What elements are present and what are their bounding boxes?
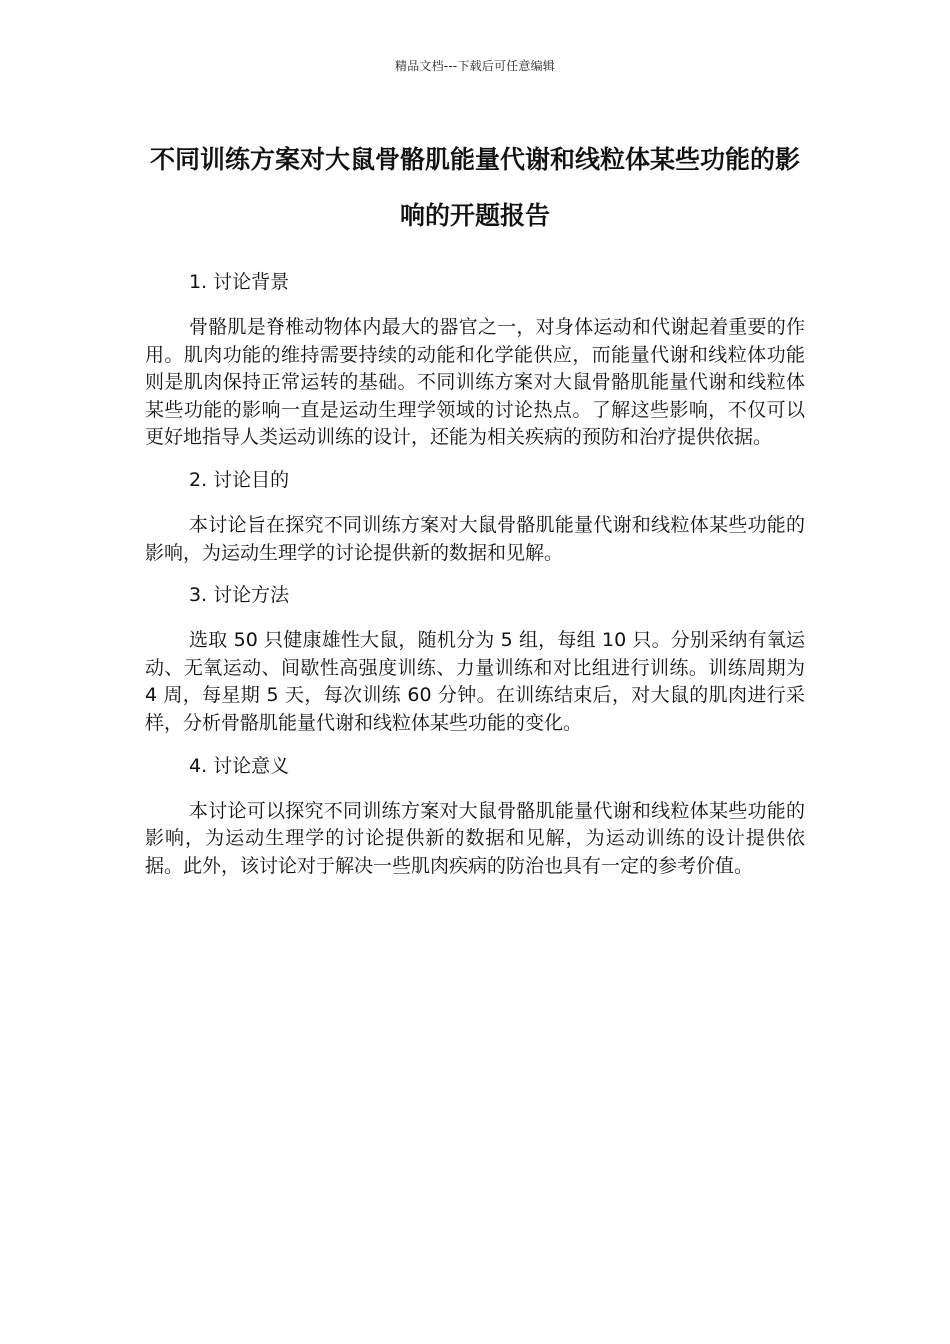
section-heading: 4. 讨论意义	[189, 754, 290, 777]
document-title: 不同训练方案对大鼠骨骼肌能量代谢和线粒体某些功能的影响的开题报告	[149, 145, 800, 230]
section-paragraph: 骨骼肌是脊椎动物体内最大的器官之一，对身体运动和代谢起着重要的作用。肌肉功能的维持需要持续的动能和化学能供应，而能量代谢和线粒体功能则是肌肉保持正常运转的基础。不同训练方案对大鼠骨骼肌能量代谢和线粒体某些功能的影响一直是运动生理学领域的讨论热点。了解这些影响，不仅可以更好地指导人类运动训练的设计，还能为相关疾病的预防和治疗提供依据。	[145, 316, 805, 449]
section-purpose	[145, 466, 805, 567]
section-background	[145, 268, 805, 452]
section-methods	[145, 581, 805, 737]
section-heading: 3. 讨论方法	[189, 584, 290, 607]
section-significance	[145, 752, 805, 881]
section-paragraph: 选取 50 只健康雄性大鼠，随机分为 5 组，每组 10 只。分别采纳有氧运动、无氧运动、间歇性高强度训练、力量训练和对比组进行训练。训练周期为 4 周，每星期 5 天，每次训练 60 分钟。在训练结束后，对大鼠的肌肉进行采样，分析骨骼肌能量代谢和线粒体某些功能的变化。	[145, 629, 805, 734]
section-heading: 2. 讨论目的	[189, 468, 290, 491]
header-note: 精品文档---下载后可任意编辑	[395, 59, 555, 73]
section-paragraph: 本讨论旨在探究不同训练方案对大鼠骨骼肌能量代谢和线粒体某些功能的影响，为运动生理学的讨论提供新的数据和见解。	[145, 513, 805, 564]
section-heading: 1. 讨论背景	[189, 271, 290, 293]
document-body	[145, 268, 805, 894]
section-paragraph: 本讨论可以探究不同训练方案对大鼠骨骼肌能量代谢和线粒体某些功能的影响，为运动生理学的讨论提供新的数据和见解，为运动训练的设计提供依据。此外，该讨论对于解决一些肌肉疾病的防治也具有一定的参考价值。	[145, 799, 805, 877]
